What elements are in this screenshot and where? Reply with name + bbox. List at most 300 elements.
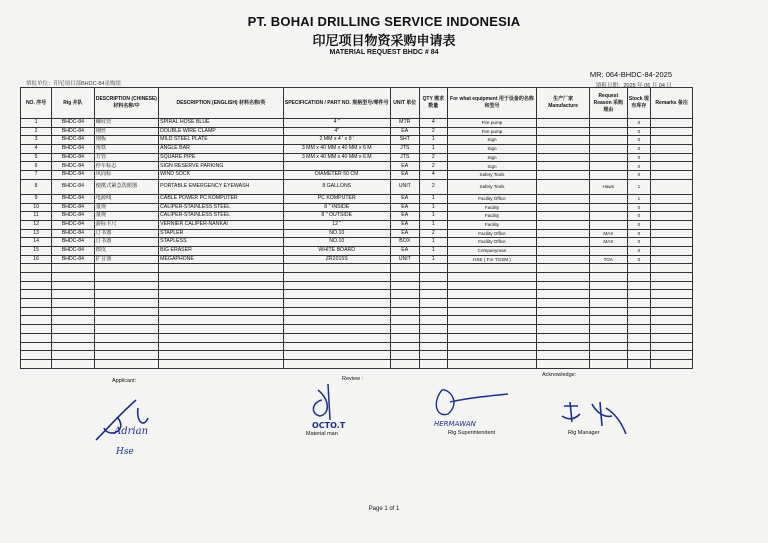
- empty-cell: [159, 281, 284, 290]
- cell-qty: 4: [419, 119, 447, 128]
- company-name: PT. BOHAI DRILLING SERVICE INDONESIA: [247, 14, 521, 29]
- cell-remarks: [651, 203, 693, 212]
- empty-cell: [590, 359, 627, 368]
- empty-cell: [590, 264, 627, 273]
- cell-rig: BHDC-84: [52, 229, 95, 238]
- col-no: NO. 序号: [21, 88, 52, 119]
- empty-cell: [390, 342, 419, 351]
- cell-remarks: [651, 220, 693, 229]
- material-request-table: [20, 87, 693, 369]
- empty-cell: [447, 359, 536, 368]
- applicant-label: Applicant:: [112, 378, 137, 384]
- empty-cell: [283, 342, 390, 351]
- empty-cell: [537, 281, 590, 290]
- empty-cell: [159, 351, 284, 360]
- empty-cell: [283, 351, 390, 360]
- department: 填报单位：印尼项目部BHDC-84采购组: [26, 81, 122, 87]
- empty-cell: [283, 325, 390, 334]
- empty-cell: [537, 359, 590, 368]
- cell-en: ANGLE BAR: [159, 145, 284, 154]
- superintendent-signature-text: HERMAWAN: [434, 420, 476, 428]
- cell-reason: MAX: [590, 238, 627, 247]
- cell-spec: [283, 162, 390, 171]
- applicant-role: Hse: [116, 447, 134, 457]
- cell-en: VERNIER CALIPER-NANKAI: [159, 220, 284, 229]
- cell-qty: 1: [419, 220, 447, 229]
- cell-unit: EA: [390, 246, 419, 255]
- empty-cell: [537, 342, 590, 351]
- empty-table-row: [21, 351, 693, 360]
- empty-cell: [21, 325, 52, 334]
- cell-unit: EA: [390, 171, 419, 180]
- empty-cell: [590, 299, 627, 308]
- review-role: Material man: [306, 431, 338, 437]
- empty-cell: [651, 299, 693, 308]
- cell-spec: 3 MM x 40 MM x 40 MM x 6 M: [283, 153, 390, 162]
- empty-cell: [419, 342, 447, 351]
- empty-cell: [627, 359, 651, 368]
- empty-cell: [419, 273, 447, 282]
- cell-spec: 3 MM x 40 MM x 40 MM x 6 M: [283, 145, 390, 154]
- cell-no: 14: [21, 238, 52, 247]
- cell-spec: 12 ": [283, 220, 390, 229]
- empty-cell: [651, 273, 693, 282]
- cell-cn: 订书器: [94, 238, 158, 247]
- cell-spec: 4": [283, 127, 390, 136]
- cell-rig: BHDC-84: [52, 255, 95, 264]
- cell-spec: PC KOMPUTER: [283, 194, 390, 203]
- empty-cell: [419, 325, 447, 334]
- cell-en: MILD STEEL PLATE: [159, 136, 284, 145]
- cell-en: SPIRAL HOSE BLUE: [159, 119, 284, 128]
- cell-mfr: [537, 203, 590, 212]
- cell-rig: BHDC-84: [52, 212, 95, 221]
- cell-rig: BHDC-84: [52, 171, 95, 180]
- cell-remarks: [651, 246, 693, 255]
- cell-en: CALIPER-STAINLESS STEEL: [159, 203, 284, 212]
- empty-cell: [94, 299, 158, 308]
- cell-for: Sign: [447, 136, 536, 145]
- empty-table-row: [21, 307, 693, 316]
- empty-cell: [94, 281, 158, 290]
- empty-cell: [159, 273, 284, 282]
- cell-for: Facility: [447, 203, 536, 212]
- empty-cell: [390, 264, 419, 273]
- cell-for: Safety Tools: [447, 179, 536, 194]
- cell-en: DOUBLE WIRE CLAMP: [159, 127, 284, 136]
- empty-cell: [159, 307, 284, 316]
- empty-cell: [21, 290, 52, 299]
- table-row: [21, 194, 693, 203]
- cell-cn: 游标卡尺: [94, 220, 158, 229]
- empty-cell: [21, 333, 52, 342]
- review-label: Review :: [342, 376, 364, 382]
- cell-reason: [590, 203, 627, 212]
- cell-rig: BHDC-84: [52, 127, 95, 136]
- cell-rig: BHDC-84: [52, 162, 95, 171]
- empty-cell: [447, 333, 536, 342]
- cell-for: Fire pump: [447, 119, 536, 128]
- empty-cell: [52, 273, 95, 282]
- empty-cell: [159, 299, 284, 308]
- cell-unit: EA: [390, 229, 419, 238]
- cell-qty: 1: [419, 194, 447, 203]
- cell-reason: [590, 212, 627, 221]
- empty-cell: [159, 342, 284, 351]
- cell-remarks: [651, 212, 693, 221]
- applicant-signature-text: Adrian: [114, 426, 149, 437]
- empty-cell: [52, 359, 95, 368]
- table-body: [21, 119, 693, 369]
- empty-cell: [21, 273, 52, 282]
- cell-mfr: [537, 194, 590, 203]
- cell-qty: 1: [419, 255, 447, 264]
- cell-for: HSE ( For TGSM ): [447, 255, 536, 264]
- empty-cell: [390, 290, 419, 299]
- cell-for: Facility Office: [447, 229, 536, 238]
- cell-no: 1: [21, 119, 52, 128]
- empty-table-row: [21, 359, 693, 368]
- cell-en: SQUARE PIPE: [159, 153, 284, 162]
- empty-cell: [419, 281, 447, 290]
- cell-reason: [590, 246, 627, 255]
- empty-cell: [651, 333, 693, 342]
- cell-mfr: [537, 238, 590, 247]
- cell-rig: BHDC-84: [52, 203, 95, 212]
- cell-stock: 0: [627, 136, 651, 145]
- cell-qty: 1: [419, 136, 447, 145]
- cell-rig: BHDC-84: [52, 179, 95, 194]
- cell-reason: [590, 220, 627, 229]
- cell-spec: DIAMETER 50 CM: [283, 171, 390, 180]
- col-qty: QTY 需求数量: [419, 88, 447, 119]
- page-number: Page 1 of 1: [368, 506, 400, 512]
- col-stock: Stock 现有库存: [627, 88, 651, 119]
- empty-cell: [651, 316, 693, 325]
- empty-cell: [52, 351, 95, 360]
- cell-no: 9: [21, 194, 52, 203]
- cell-en: STAPLESS: [159, 238, 284, 247]
- cell-qty: 2: [419, 229, 447, 238]
- cell-stock: 0: [627, 162, 651, 171]
- col-unit: UNIT 单位: [390, 88, 419, 119]
- empty-cell: [21, 316, 52, 325]
- table-row: [21, 127, 693, 136]
- empty-cell: [159, 333, 284, 342]
- empty-cell: [537, 264, 590, 273]
- cell-stock: 0: [627, 229, 651, 238]
- cell-reason: TOA: [590, 255, 627, 264]
- cell-unit: EA: [390, 162, 419, 171]
- col-rig: Rig 井队: [52, 88, 95, 119]
- empty-cell: [537, 273, 590, 282]
- empty-cell: [447, 351, 536, 360]
- cell-mfr: [537, 229, 590, 238]
- cell-cn: 钢丝: [94, 127, 158, 136]
- empty-cell: [651, 307, 693, 316]
- cell-mfr: [537, 119, 590, 128]
- empty-cell: [94, 307, 158, 316]
- table-header-row: [21, 88, 693, 119]
- empty-cell: [283, 316, 390, 325]
- empty-cell: [627, 351, 651, 360]
- table-row: [21, 238, 693, 247]
- empty-table-row: [21, 290, 693, 299]
- cell-stock: 0: [627, 220, 651, 229]
- cell-remarks: [651, 119, 693, 128]
- table-row: [21, 255, 693, 264]
- empty-table-row: [21, 273, 693, 282]
- cell-qty: 1: [419, 145, 447, 154]
- superintendent-signature: [428, 382, 518, 432]
- cell-unit: UNIT: [390, 179, 419, 194]
- empty-cell: [590, 316, 627, 325]
- empty-cell: [419, 351, 447, 360]
- empty-cell: [419, 359, 447, 368]
- table-row: [21, 136, 693, 145]
- cell-reason: [590, 162, 627, 171]
- empty-cell: [390, 325, 419, 334]
- cell-qty: 2: [419, 179, 447, 194]
- cell-mfr: [537, 246, 590, 255]
- empty-cell: [159, 325, 284, 334]
- empty-cell: [590, 351, 627, 360]
- table-row: [21, 171, 693, 180]
- cell-rig: BHDC-84: [52, 246, 95, 255]
- col-for-what: For what equipment 用于设备的名称和型号: [447, 88, 536, 119]
- cell-mfr: [537, 127, 590, 136]
- review-signature-text: OCTO.T: [312, 421, 346, 430]
- empty-cell: [651, 359, 693, 368]
- empty-cell: [94, 351, 158, 360]
- empty-cell: [627, 281, 651, 290]
- cell-no: 3: [21, 136, 52, 145]
- cell-spec: 2 MM x 4 ' x 8 ': [283, 136, 390, 145]
- empty-cell: [283, 264, 390, 273]
- cell-qty: 4: [419, 171, 447, 180]
- table-row: [21, 220, 693, 229]
- empty-cell: [590, 307, 627, 316]
- cell-no: 5: [21, 153, 52, 162]
- cell-spec: NO.10: [283, 238, 390, 247]
- empty-cell: [390, 299, 419, 308]
- cell-cn: 扩音器: [94, 255, 158, 264]
- cell-no: 4: [21, 145, 52, 154]
- cell-no: 6: [21, 162, 52, 171]
- empty-cell: [447, 264, 536, 273]
- empty-cell: [419, 264, 447, 273]
- cell-spec: 8 " INSIDE: [283, 203, 390, 212]
- empty-cell: [52, 333, 95, 342]
- cell-reason: [590, 127, 627, 136]
- acknowledge-label: Acknowledge:: [542, 372, 577, 378]
- col-manufacture: 生产厂家 Manufacture: [537, 88, 590, 119]
- cell-spec: 8 GALLONS: [283, 179, 390, 194]
- cell-remarks: [651, 153, 693, 162]
- empty-cell: [651, 281, 693, 290]
- cell-mfr: [537, 220, 590, 229]
- cell-qty: 2: [419, 153, 447, 162]
- cell-en: BIG ERASER: [159, 246, 284, 255]
- cell-rig: BHDC-84: [52, 119, 95, 128]
- cell-remarks: [651, 229, 693, 238]
- cell-no: 12: [21, 220, 52, 229]
- cell-no: 11: [21, 212, 52, 221]
- cell-no: 10: [21, 203, 52, 212]
- cell-cn: 方管: [94, 153, 158, 162]
- cell-qty: 1: [419, 203, 447, 212]
- empty-cell: [537, 316, 590, 325]
- empty-cell: [590, 333, 627, 342]
- cell-stock: 0: [627, 145, 651, 154]
- cell-for: Sign: [447, 162, 536, 171]
- empty-table-row: [21, 325, 693, 334]
- cell-rig: BHDC-84: [52, 145, 95, 154]
- col-desc-cn: DESCRIPTION (CHINESE) 材料名称/中: [94, 88, 158, 119]
- cell-stock: 0: [627, 238, 651, 247]
- empty-cell: [419, 307, 447, 316]
- empty-cell: [627, 325, 651, 334]
- table-row: [21, 119, 693, 128]
- title-chinese: 印尼项目物资采购申请表: [312, 34, 456, 49]
- empty-table-row: [21, 333, 693, 342]
- cell-spec: 4 ": [283, 119, 390, 128]
- empty-cell: [627, 299, 651, 308]
- empty-cell: [390, 273, 419, 282]
- cell-remarks: [651, 238, 693, 247]
- col-desc-en: DESCRIPTION (ENGLISH) 材料名称/英: [159, 88, 284, 119]
- cell-qty: 1: [419, 212, 447, 221]
- cell-unit: JTS: [390, 145, 419, 154]
- cell-for: Sign: [447, 145, 536, 154]
- cell-no: 15: [21, 246, 52, 255]
- table-row: [21, 179, 693, 194]
- empty-table-row: [21, 299, 693, 308]
- empty-cell: [390, 359, 419, 368]
- cell-stock: 0: [627, 171, 651, 180]
- cell-unit: EA: [390, 212, 419, 221]
- empty-cell: [590, 342, 627, 351]
- cell-mfr: [537, 255, 590, 264]
- cell-unit: EA: [390, 127, 419, 136]
- empty-cell: [627, 273, 651, 282]
- cell-for: Fire pump: [447, 127, 536, 136]
- cell-en: STAPLER: [159, 229, 284, 238]
- empty-cell: [447, 299, 536, 308]
- empty-cell: [283, 359, 390, 368]
- cell-unit: UNIT: [390, 255, 419, 264]
- empty-cell: [283, 333, 390, 342]
- empty-cell: [52, 307, 95, 316]
- empty-cell: [419, 290, 447, 299]
- cell-no: 8: [21, 179, 52, 194]
- empty-cell: [283, 307, 390, 316]
- cell-remarks: [651, 145, 693, 154]
- cell-spec: ZR2015S: [283, 255, 390, 264]
- cell-no: 2: [21, 127, 52, 136]
- empty-cell: [537, 325, 590, 334]
- cell-cn: 便携式紧急洗眼器: [94, 179, 158, 194]
- cell-unit: SHT: [390, 136, 419, 145]
- empty-cell: [447, 342, 536, 351]
- empty-cell: [52, 281, 95, 290]
- cell-for: Facility: [447, 220, 536, 229]
- cell-cn: 钢板: [94, 136, 158, 145]
- superintendent-role: Rig Superintendent: [448, 430, 496, 436]
- empty-cell: [159, 264, 284, 273]
- cell-cn: 风向标: [94, 171, 158, 180]
- cell-cn: 量规: [94, 212, 158, 221]
- cell-stock: 0: [627, 119, 651, 128]
- cell-stock: 1: [627, 194, 651, 203]
- empty-cell: [21, 264, 52, 273]
- empty-cell: [94, 342, 158, 351]
- empty-cell: [537, 333, 590, 342]
- cell-mfr: [537, 162, 590, 171]
- cell-qty: 2: [419, 127, 447, 136]
- cell-rig: BHDC-84: [52, 194, 95, 203]
- cell-for: Companyman: [447, 246, 536, 255]
- cell-no: 16: [21, 255, 52, 264]
- document-header: [0, 14, 768, 56]
- mr-number: MR: 064-BHDC-84-2025: [589, 70, 672, 79]
- empty-cell: [590, 273, 627, 282]
- cell-stock: 0: [627, 212, 651, 221]
- empty-cell: [651, 264, 693, 273]
- empty-cell: [390, 351, 419, 360]
- empty-cell: [52, 290, 95, 299]
- empty-cell: [283, 299, 390, 308]
- cell-qty: 1: [419, 238, 447, 247]
- table-row: [21, 212, 693, 221]
- cell-reason: [590, 153, 627, 162]
- empty-cell: [94, 290, 158, 299]
- cell-stock: 0: [627, 153, 651, 162]
- cell-stock: 0: [627, 127, 651, 136]
- empty-cell: [283, 281, 390, 290]
- cell-spec: WHITE BOARD: [283, 246, 390, 255]
- review-signature: [300, 380, 360, 430]
- cell-unit: BOX: [390, 238, 419, 247]
- cell-remarks: [651, 162, 693, 171]
- empty-cell: [21, 351, 52, 360]
- cell-for: Facility Office: [447, 238, 536, 247]
- empty-cell: [52, 299, 95, 308]
- cell-mfr: [537, 179, 590, 194]
- empty-cell: [590, 325, 627, 334]
- empty-cell: [52, 316, 95, 325]
- empty-cell: [21, 359, 52, 368]
- cell-remarks: [651, 179, 693, 194]
- cell-stock: 0: [627, 255, 651, 264]
- cell-remarks: [651, 136, 693, 145]
- table-row: [21, 246, 693, 255]
- applicant-signature: [88, 388, 178, 458]
- cell-reason: Haws: [590, 179, 627, 194]
- cell-remarks: [651, 255, 693, 264]
- empty-cell: [21, 281, 52, 290]
- empty-cell: [651, 351, 693, 360]
- empty-cell: [52, 342, 95, 351]
- cell-mfr: [537, 171, 590, 180]
- cell-mfr: [537, 153, 590, 162]
- cell-qty: 2: [419, 162, 447, 171]
- cell-cn: 螺纹管: [94, 119, 158, 128]
- empty-cell: [159, 290, 284, 299]
- cell-stock: 0: [627, 246, 651, 255]
- empty-cell: [94, 264, 158, 273]
- empty-cell: [537, 351, 590, 360]
